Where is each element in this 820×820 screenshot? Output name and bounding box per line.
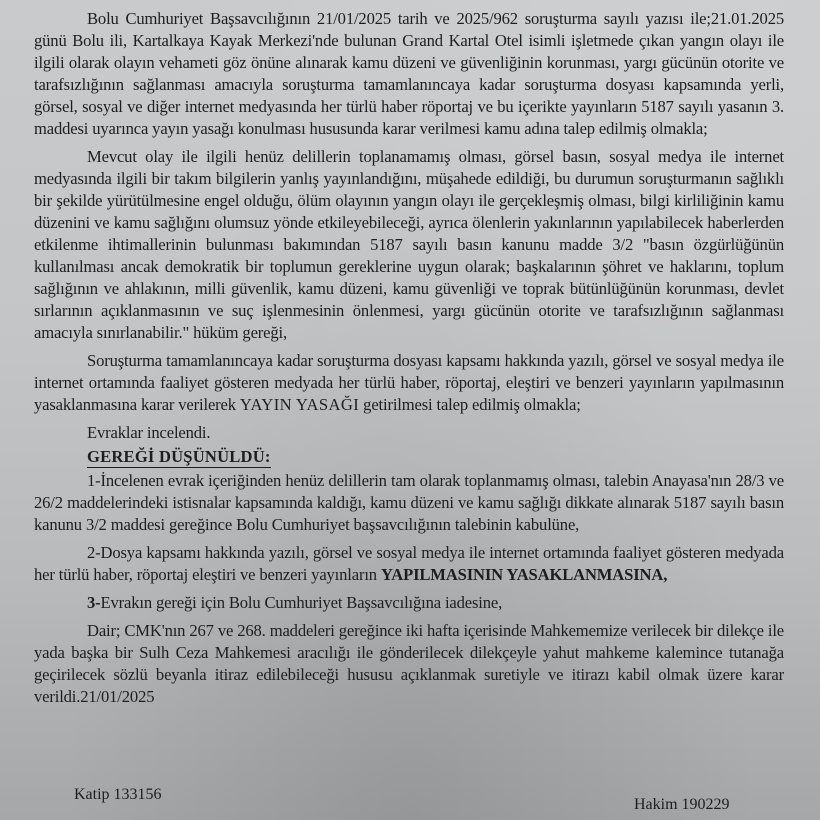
decision-item-3-number: 3- — [87, 593, 101, 612]
paragraph-documents-reviewed: Evraklar incelendi. — [87, 423, 211, 442]
broadcast-ban-emphasis: YAYIN YASAĞI — [239, 395, 360, 414]
decision-item-1: 1-İncelenen evrak içeriğinden henüz delillerin tam olarak toplanmamış olması, talebin Anayasa'nın 28/3 ve 26/2 maddelerindeki istisnalar kapsamında kaldığı, kamu düzeni ve kamu sağlığı dikkate alınarak 5187 sayılı basın kanunu 3/2 maddesi gereğince Bolu Cumhuriyet başsavcılığının talebinin kabulüne, — [34, 471, 784, 534]
ban-request-tail: getirilmesi talep edilmiş olmakla; — [359, 395, 581, 414]
decision-heading: GEREĞİ DÜŞÜNÜLDÜ: — [87, 447, 271, 466]
court-decision-body — [34, 8, 784, 710]
decision-item-2 — [34, 542, 784, 586]
decision-item-2-emphasis: YAPILMASININ YASAKLANMASINA, — [380, 565, 668, 584]
paragraph-ban-request — [34, 350, 784, 416]
paragraph-appeal-notice: Dair; CMK'nın 267 ve 268. maddeleri gereğince iki hafta içerisinde Mahkememize verilecek bir dilekçe ile yada başka bir Sulh Ceza Mahkemesi aracılığı ile gönderilecek dilekçeyle yahut mahkeme kalemince tutanağa geçirilecek sözlü beyanla itiraz edilebileceği hususu açıklanmak suretiyle ve itirazı kabil olmak üzere karar verildi.21/01/2025 — [34, 621, 784, 706]
ban-request-text: Soruşturma tamamlanıncaya kadar soruşturma dosyası kapsamı hakkında yazılı, görsel ve sosyal medya ile internet ortamında faaliyet gösteren medyada her türlü haber, röportaj, eleştiri ve benzeri yayınların yapılmasının yasaklanmasına karar verilerek — [34, 351, 784, 414]
decision-item-3-text: Evrakın gereği için Bolu Cumhuriyet Başsavcılığına iadesine, — [100, 593, 503, 612]
decision-item-3 — [34, 592, 784, 614]
decision-item-2-text: 2-Dosya kapsamı hakkında yazılı, görsel ve sosyal medya ile internet ortamında faaliyet gösteren medyada her türlü haber, röportaj eleştiri ve benzeri yayınların — [34, 543, 784, 584]
judge-signature: Hakim 190229 — [634, 796, 730, 813]
paragraph-request: Bolu Cumhuriyet Başsavcılığının 21/01/2025 tarih ve 2025/962 soruşturma sayılı yazısı ile;21.01.2025 günü Bolu ili, Kartalkaya Kayak Merkezi'nde bulunan Grand Kartal Otel isimli işletmede çıkan yangın olayı ile ilgili olarak olayın vehameti göz önüne alınarak kamu düzeni ve güvenliğinin korunması, yargı gücünün otorite ve tarafsızlığının sağlanması amacıyla soruşturma tamamlanıncaya kadar soruşturma dosyası kapsamında yerli, görsel, sosyal ve diğer internet medyasında her türlü haber röportaj ve bu içerikte yayınların 5187 sayılı yasanın 3. maddesi uyarınca yayın yasağı konulması hususunda karar verilmesi kamu adına talep edilmiş olmakla; — [34, 9, 784, 138]
decision-heading-wrap — [34, 446, 784, 470]
clerk-signature: Katip 133156 — [74, 786, 162, 803]
paragraph-reasoning: Mevcut olay ile ilgili henüz delillerin toplanamamış olması, görsel basın, sosyal medya ile internet medyasında ilgili bir takım bilgilerin yanlış yayınlandığını, müşahede edildiği, bu durumun soruşturmanın sağlıklı bir şekilde yürütülmesine engel olduğu, ölüm olayının yangın olayı ile gerçekleşmiş olması, bilgi kirliliğinin kamu düzenini ve kamu sağlığını olumsuz yönde etkileyebileceği, ayrıca ölenlerin yakınlarının yapılabilecek haberlerden etkilenme ihtimallerinin bulunması bakımından 5187 sayılı basın kanunu madde 3/2 "basın özgürlüğünün kullanılması ancak demokratik bir toplumun gereklerine uygun olarak; başkalarının şöhret ve haklarını, toplum sağlığının ve ahlakının, milli güvenlik, kamu düzeni, kamu güvenliği ve toprak bütünlüğünün korunması, devlet sırlarının açıklanmasının ve suç işlenmesinin önlenmesi, yargı gücünün otorite ve tarafsızlığının sağlanması amacıyla sınırlanabilir." hüküm gereği, — [34, 147, 784, 342]
